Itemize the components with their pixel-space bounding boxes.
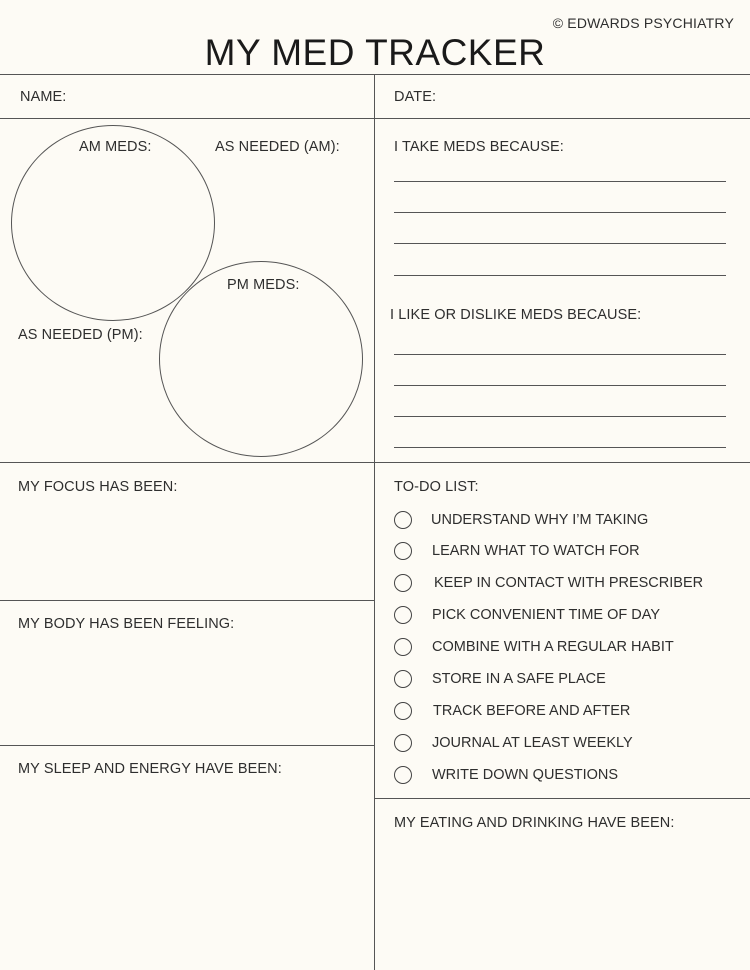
take-meds-because-label: I TAKE MEDS BECAUSE: bbox=[394, 139, 564, 155]
name-label: NAME: bbox=[20, 89, 67, 105]
focus-label: MY FOCUS HAS BEEN: bbox=[18, 479, 178, 495]
copyright-notice: © EDWARDS PSYCHIATRY bbox=[552, 15, 734, 31]
todo-item-label: LEARN WHAT TO WATCH FOR bbox=[432, 543, 640, 559]
checkbox-circle-icon[interactable] bbox=[394, 542, 412, 560]
todo-item[interactable] bbox=[394, 765, 618, 785]
todo-item-label: JOURNAL AT LEAST WEEKLY bbox=[432, 735, 633, 751]
checkbox-circle-icon[interactable] bbox=[394, 606, 412, 624]
writing-line[interactable] bbox=[394, 275, 726, 276]
body-feeling-label: MY BODY HAS BEEN FEELING: bbox=[18, 616, 235, 632]
checkbox-circle-icon[interactable] bbox=[394, 766, 412, 784]
writing-line[interactable] bbox=[394, 212, 726, 213]
todo-item[interactable] bbox=[394, 733, 633, 753]
todo-item[interactable] bbox=[394, 573, 703, 593]
todo-item-label: COMBINE WITH A REGULAR HABIT bbox=[432, 639, 674, 655]
date-label: DATE: bbox=[394, 89, 437, 105]
sleep-energy-label: MY SLEEP AND ENERGY HAVE BEEN: bbox=[18, 761, 282, 777]
checkbox-circle-icon[interactable] bbox=[394, 670, 412, 688]
date-field[interactable] bbox=[445, 80, 740, 112]
todo-item[interactable] bbox=[394, 701, 630, 721]
pm-meds-label: PM MEDS: bbox=[227, 277, 300, 293]
todo-item[interactable] bbox=[394, 637, 674, 657]
divider-focus-section bbox=[0, 600, 374, 601]
checkbox-circle-icon[interactable] bbox=[394, 734, 412, 752]
todo-item-label: KEEP IN CONTACT WITH PRESCRIBER bbox=[434, 575, 704, 591]
writing-line[interactable] bbox=[394, 354, 726, 355]
writing-line[interactable] bbox=[394, 181, 726, 182]
writing-line[interactable] bbox=[394, 447, 726, 448]
as-needed-pm-label: AS NEEDED (PM): bbox=[18, 327, 143, 343]
divider-top bbox=[0, 74, 750, 75]
todo-heading: TO-DO LIST: bbox=[394, 479, 479, 495]
checkbox-circle-icon[interactable] bbox=[394, 511, 412, 529]
writing-line[interactable] bbox=[394, 243, 726, 244]
todo-item-label: UNDERSTAND WHY I’M TAKING bbox=[431, 512, 649, 528]
todo-item-label: STORE IN A SAFE PLACE bbox=[432, 671, 606, 687]
checkbox-circle-icon[interactable] bbox=[394, 702, 412, 720]
as-needed-am-label: AS NEEDED (AM): bbox=[215, 139, 340, 155]
checkbox-circle-icon[interactable] bbox=[394, 574, 412, 592]
divider-name-row bbox=[0, 118, 750, 119]
divider-body-section bbox=[0, 745, 374, 746]
page-title: MY MED TRACKER bbox=[204, 32, 546, 73]
divider-center-vertical bbox=[374, 74, 375, 970]
checkbox-circle-icon[interactable] bbox=[394, 638, 412, 656]
todo-item[interactable] bbox=[394, 669, 606, 689]
name-field[interactable] bbox=[80, 80, 365, 112]
am-meds-label: AM MEDS: bbox=[79, 139, 152, 155]
todo-item-label: TRACK BEFORE AND AFTER bbox=[433, 703, 631, 719]
todo-item-label: PICK CONVENIENT TIME OF DAY bbox=[432, 607, 661, 623]
writing-line[interactable] bbox=[394, 385, 726, 386]
like-dislike-label: I LIKE OR DISLIKE MEDS BECAUSE: bbox=[390, 307, 642, 323]
todo-item[interactable] bbox=[394, 605, 660, 625]
divider-meds-section bbox=[0, 462, 750, 463]
todo-item-label: WRITE DOWN QUESTIONS bbox=[432, 767, 619, 783]
eating-drinking-label: MY EATING AND DRINKING HAVE BEEN: bbox=[394, 815, 675, 831]
divider-todo-section bbox=[374, 798, 750, 799]
writing-line[interactable] bbox=[394, 416, 726, 417]
todo-item[interactable] bbox=[394, 541, 640, 561]
todo-item[interactable] bbox=[394, 510, 648, 530]
